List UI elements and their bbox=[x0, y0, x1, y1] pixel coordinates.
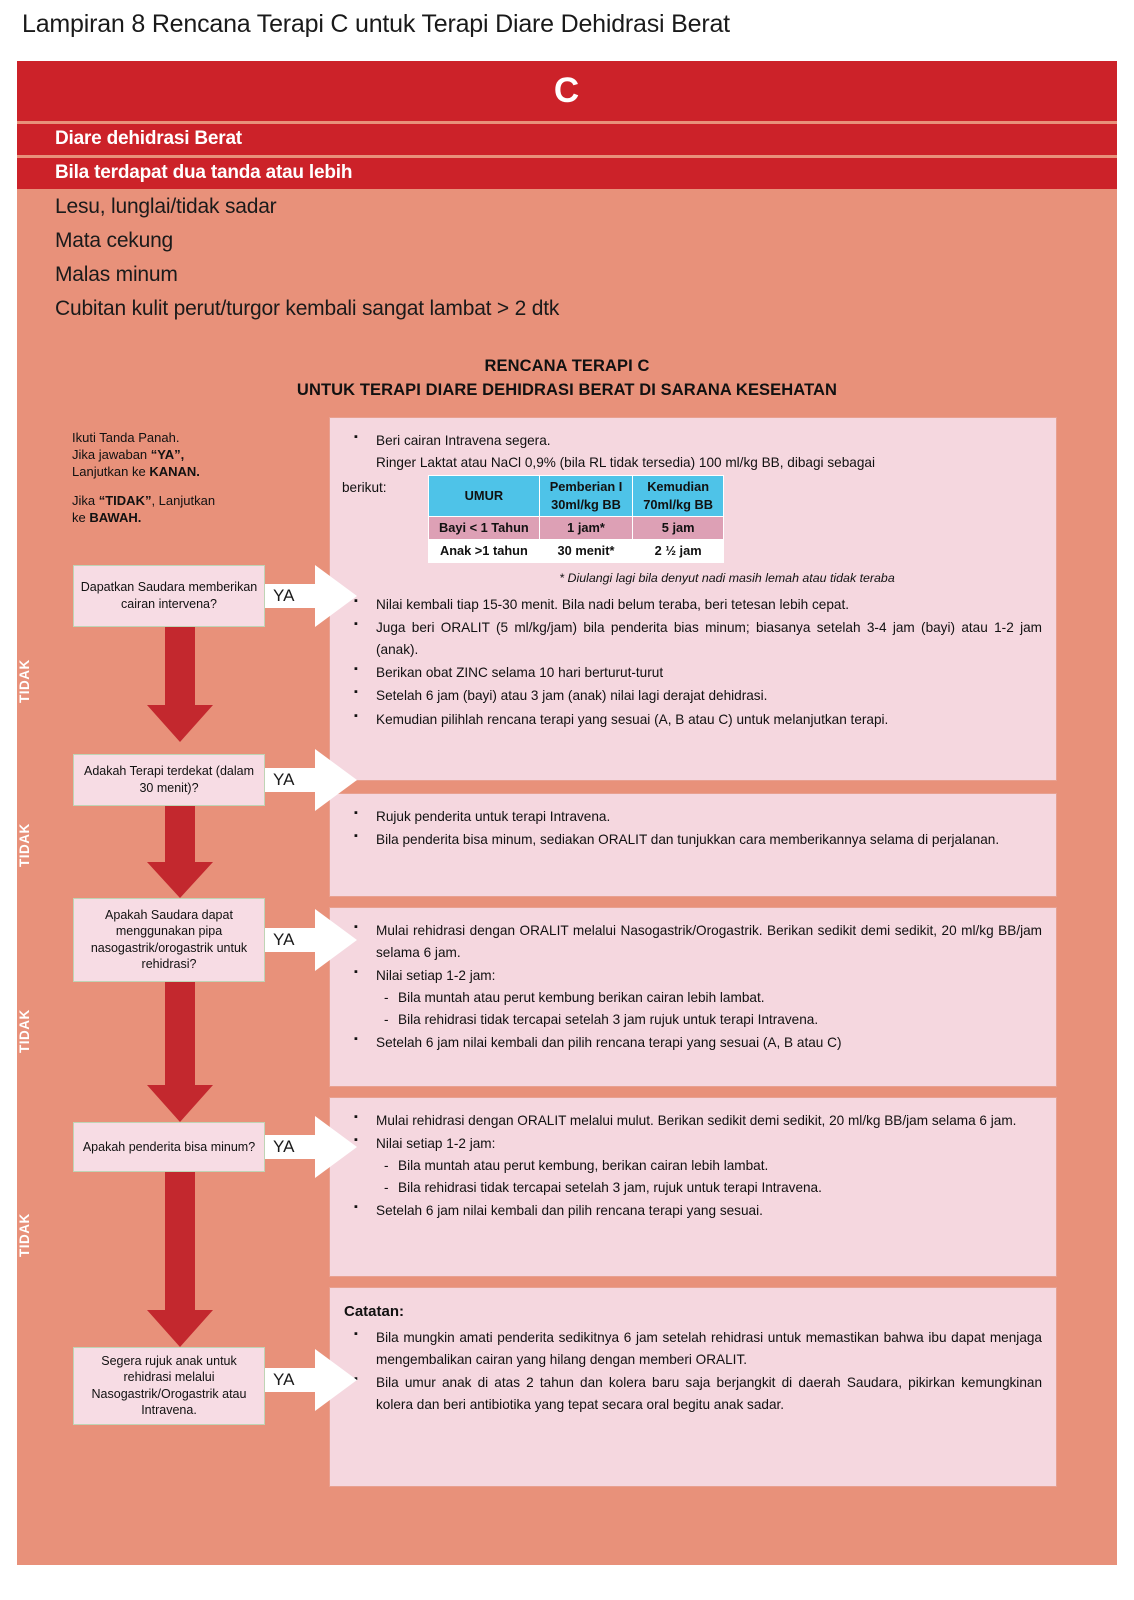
sub-item: - Bila rehidrasi tidak tercapai setelah 3 jam rujuk untuk terapi Intravena. bbox=[376, 1009, 1042, 1031]
instruction-line-4: Jika “TIDAK”, Lanjutkan bbox=[72, 492, 216, 508]
no-label-1: TIDAK bbox=[17, 658, 32, 703]
decision-box-iv[interactable] bbox=[73, 565, 265, 627]
table-header-cell: Pemberian I 30ml/kg BB bbox=[539, 475, 633, 516]
yes-arrow-right-icon-5 bbox=[265, 1349, 357, 1411]
page-title: Lampiran 8 Rencana Terapi C untuk Terapi Diare Dehidrasi Berat bbox=[22, 10, 730, 38]
no-arrow-down-icon bbox=[147, 627, 213, 742]
yes-arrow-right-icon-3 bbox=[265, 909, 357, 971]
therapy-plan-chart bbox=[17, 61, 1117, 1565]
bullet-text: ▪ Nilai setiap 1-2 jam: bbox=[376, 1135, 496, 1151]
sub-item: - Bila rehidrasi tidak tercapai setelah 3 jam, rujuk untuk terapi Intravena. bbox=[376, 1177, 1042, 1199]
sub-item: - Bila muntah atau perut kembung berikan cairan lebih lambat. bbox=[376, 987, 1042, 1009]
table-row bbox=[429, 516, 724, 539]
plan-letter: C bbox=[553, 71, 581, 110]
bullet-text: ▪ Beri cairan Intravena segera. bbox=[376, 432, 551, 448]
list-item: ▪ Bila mungkin amati penderita sedikitnya 6 jam setelah rehidrasi untuk memastikan bahwa ibu dapat menjaga mengembalikan cairan yang hilang dengan memberi ORALIT. bbox=[342, 1327, 1042, 1371]
table-cell: 5 jam bbox=[633, 516, 724, 539]
no-label-4: TIDAK bbox=[17, 1212, 32, 1257]
table-header-cell: Kemudian 70ml/kg BB bbox=[633, 475, 724, 516]
yes-arrow-right-icon-1 bbox=[265, 565, 357, 627]
flowchart-body bbox=[17, 325, 1117, 1565]
table-cell: Anak >1 tahun bbox=[429, 539, 540, 562]
list-item: ▪ Mulai rehidrasi dengan ORALIT melalui mulut. Berikan sedikit demi sedikit, 20 ml/kg BB/jam selama 6 jam. bbox=[342, 1110, 1042, 1132]
list-item: ▪ Juga beri ORALIT (5 ml/kg/jam) bila penderita bias minum; biasanya setelah 3-4 jam (bayi) atau 1-2 jam (anak). bbox=[342, 617, 1042, 661]
list-item bbox=[342, 965, 1042, 1031]
no-arrow-down-icon bbox=[147, 1172, 213, 1347]
table-cell: Bayi < 1 Tahun bbox=[429, 516, 540, 539]
plan-letter-band bbox=[17, 61, 1117, 121]
notes-title: Catatan: bbox=[344, 1302, 405, 1320]
list-item: ▪ Bila umur anak di atas 2 tahun dan kolera baru saja berjangkit di daerah Saudara, pikirkan kemungkinan kolera dan beri antibiotika yang tepat secara oral begitu anak sadar. bbox=[342, 1372, 1042, 1416]
list-item: ▪ Setelah 6 jam (bayi) atau 3 jam (anak) nilai lagi derajat dehidrasi. bbox=[342, 685, 1042, 707]
list-item: ▪ Setelah 6 jam nilai kembali dan pilih rencana terapi yang sesuai. bbox=[342, 1200, 1042, 1222]
instruction-line-2: Jika jawaban “YA”, bbox=[72, 447, 185, 463]
list-item: ▪ Mulai rehidrasi dengan ORALIT melalui Nasogastrik/Orogastrik. Berikan sedikit demi sedikit, 20 ml/kg BB/jam selama 6 jam. bbox=[342, 920, 1042, 964]
yes-label-1: YA bbox=[273, 585, 295, 605]
sub-item: - Bila muntah atau perut kembung, berikan cairan lebih lambat. bbox=[376, 1155, 1042, 1177]
table-header-row bbox=[429, 475, 724, 516]
yes-arrow-right-icon-4 bbox=[265, 1116, 357, 1178]
no-label-3: TIDAK bbox=[17, 1008, 32, 1053]
content-box-notes bbox=[329, 1287, 1057, 1487]
table-cell: 2 ½ jam bbox=[633, 539, 724, 562]
table-cell: 1 jam* bbox=[539, 516, 633, 539]
main-heading-line2: UNTUK TERAPI DIARE DEHIDRASI BERAT DI SARANA KESEHATAN bbox=[296, 380, 838, 399]
bullet-text: ▪ Nilai setiap 1-2 jam: bbox=[376, 967, 496, 983]
no-arrow-down-icon bbox=[147, 806, 213, 898]
list-item: ▪ Bila penderita bisa minum, sediakan ORALIT dan tunjukkan cara memberikannya selama di perjalanan. bbox=[342, 829, 1042, 851]
content-box-oral bbox=[329, 1097, 1057, 1277]
closing-text: ▪ Kemudian pilihlah rencana terapi yang sesuai (A, B atau C) untuk melanjutkan terapi. bbox=[342, 709, 1042, 731]
diagnosis-band: Diare dehidrasi Berat bbox=[17, 124, 1117, 155]
list-item: ▪ Rujuk penderita untuk terapi Intravena. bbox=[342, 806, 1042, 828]
decision-text: Dapatkan Saudara memberikan cairan intervena? bbox=[80, 580, 258, 611]
main-heading bbox=[17, 347, 1117, 417]
sign-row-4: Cubitan kulit perut/turgor kembali sangat lambat > 2 dtk bbox=[17, 294, 1117, 325]
table-footnote: * Diulangi lagi bila denyut nadi masih lemah atau tidak teraba bbox=[559, 570, 895, 585]
decision-box-nearby[interactable] bbox=[73, 754, 265, 806]
table-header-cell: UMUR bbox=[429, 475, 540, 516]
decision-text: Apakah Saudara dapat menggunakan pipa nasogastrik/orogastrik untuk rehidrasi? bbox=[90, 907, 248, 972]
decision-box-drink[interactable] bbox=[73, 1122, 265, 1172]
list-item: ▪ Berikan obat ZINC selama 10 hari berturut-turut bbox=[342, 662, 1042, 684]
sign-row-3: Malas minum bbox=[17, 260, 1117, 291]
no-arrow-down-icon bbox=[147, 982, 213, 1122]
yes-label-3: YA bbox=[273, 929, 295, 949]
table-row bbox=[429, 539, 724, 562]
list-item: ▪ Nilai kembali tiap 15-30 menit. Bila nadi belum teraba, beri tetesan lebih cepat. bbox=[342, 594, 1042, 616]
sign-row-1: Lesu, lunglai/tidak sadar bbox=[17, 192, 1117, 223]
instruction-line-5: ke BAWAH. bbox=[72, 509, 142, 525]
content-box-ngt bbox=[329, 907, 1057, 1087]
flow-instructions bbox=[72, 429, 312, 526]
decision-box-ngt[interactable] bbox=[73, 898, 265, 982]
table-cell: 30 menit* bbox=[539, 539, 633, 562]
table-lead-label: berikut: bbox=[342, 479, 387, 495]
list-item bbox=[342, 430, 1042, 474]
dosing-table-row bbox=[342, 475, 1042, 563]
content-box-refer bbox=[329, 793, 1057, 897]
sign-row-2: Mata cekung bbox=[17, 226, 1117, 257]
list-item bbox=[342, 1133, 1042, 1199]
yes-label-5: YA bbox=[273, 1369, 295, 1389]
decision-text: Segera rujuk anak untuk rehidrasi melalui Nasogastrik/Orogastrik atau Intravena. bbox=[91, 1353, 247, 1418]
yes-label-4: YA bbox=[273, 1136, 295, 1156]
decision-box-refer-now[interactable] bbox=[73, 1347, 265, 1425]
instruction-line-1: Ikuti Tanda Panah. bbox=[72, 429, 180, 445]
decision-text: Apakah penderita bisa minum? bbox=[82, 1139, 256, 1154]
bullet-text-cont: Ringer Laktat atau NaCl 0,9% (bila RL tidak tersedia) 100 ml/kg BB, dibagi sebagai bbox=[376, 454, 875, 470]
dosing-table bbox=[428, 475, 724, 563]
criteria-band: Bila terdapat dua tanda atau lebih bbox=[17, 158, 1117, 189]
list-item: ▪ Setelah 6 jam nilai kembali dan pilih rencana terapi yang sesuai (A, B atau C) bbox=[342, 1032, 1042, 1054]
yes-arrow-right-icon-2 bbox=[265, 749, 357, 811]
content-box-iv bbox=[329, 417, 1057, 781]
decision-text: Adakah Terapi terdekat (dalam 30 menit)? bbox=[83, 764, 254, 795]
no-label-2: TIDAK bbox=[17, 822, 32, 867]
yes-label-2: YA bbox=[273, 769, 295, 789]
instruction-line-3: Lanjutkan ke KANAN. bbox=[72, 464, 200, 480]
main-heading-line1: RENCANA TERAPI C bbox=[484, 357, 650, 375]
